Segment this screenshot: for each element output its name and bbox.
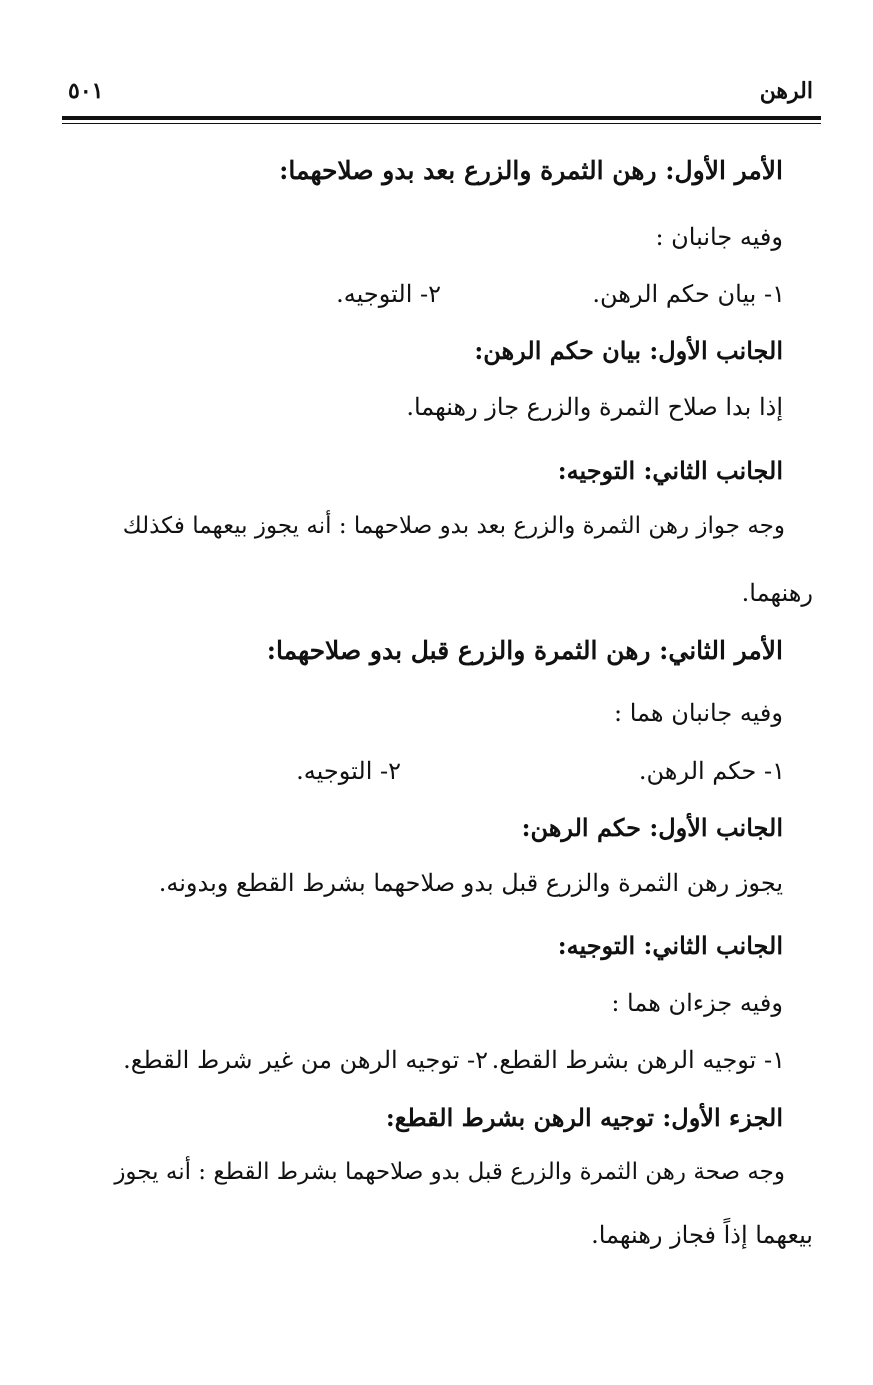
paragraph-2: إذا بدا صلاح الثمرة والزرع جاز رهنهما. (406, 393, 783, 421)
paragraph-3-line-1: وجه جواز رهن الثمرة والزرع بعد بدو صلاحهما : أنه يجوز بيعهما فكذلك (122, 513, 785, 539)
running-header (62, 78, 821, 108)
paragraph-intro-4: وفيه جانبان هما : (614, 699, 783, 727)
paragraph-5: يجوز رهن الثمرة والزرع قبل بدو صلاحهما بشرط القطع وبدونه. (158, 869, 783, 897)
list-item-4-2: ٢- التوجيه. (296, 757, 401, 785)
section-heading-2: الأمر الثاني: رهن الثمرة والزرع قبل بدو صلاحهما: (266, 636, 783, 665)
list-item-1-1: ١- بيان حكم الرهن. (592, 280, 785, 308)
paragraph-7-line-2: بيعهما إذاً فجاز رهنهما. (591, 1221, 813, 1249)
list-item-6-2: ٢- توجيه الرهن من غير شرط القطع. (123, 1046, 488, 1074)
list-item-6-1: ١- توجيه الرهن بشرط القطع. (491, 1046, 785, 1074)
subsection-heading-5: الجزء الأول: توجيه الرهن بشرط القطع: (385, 1103, 783, 1132)
paragraph-3-line-2: رهنهما. (741, 579, 813, 607)
subsection-heading-3: الجانب الأول: حكم الرهن: (521, 813, 783, 842)
section-heading-1: الأمر الأول: رهن الثمرة والزرع بعد بدو صلاحهما: (279, 156, 783, 185)
subsection-heading-1: الجانب الأول: بيان حكم الرهن: (474, 336, 783, 365)
list-item-4-1: ١- حكم الرهن. (638, 757, 785, 785)
paragraph-7-line-1: وجه صحة رهن الثمرة والزرع قبل بدو صلاحهما بشرط القطع : أنه يجوز (114, 1159, 785, 1185)
header-page-number: ٥٠١ (68, 78, 104, 104)
header-rule-thin (62, 123, 821, 124)
header-rule-thick (62, 116, 821, 120)
paragraph-intro-6: وفيه جزءان هما : (611, 989, 783, 1017)
list-item-1-2: ٢- التوجيه. (336, 280, 441, 308)
subsection-heading-2: الجانب الثاني: التوجيه: (557, 456, 783, 485)
subsection-heading-4: الجانب الثاني: التوجيه: (557, 931, 783, 960)
paragraph-intro-1: وفيه جانبان : (655, 223, 783, 251)
header-chapter-title: الرهن (759, 78, 813, 104)
